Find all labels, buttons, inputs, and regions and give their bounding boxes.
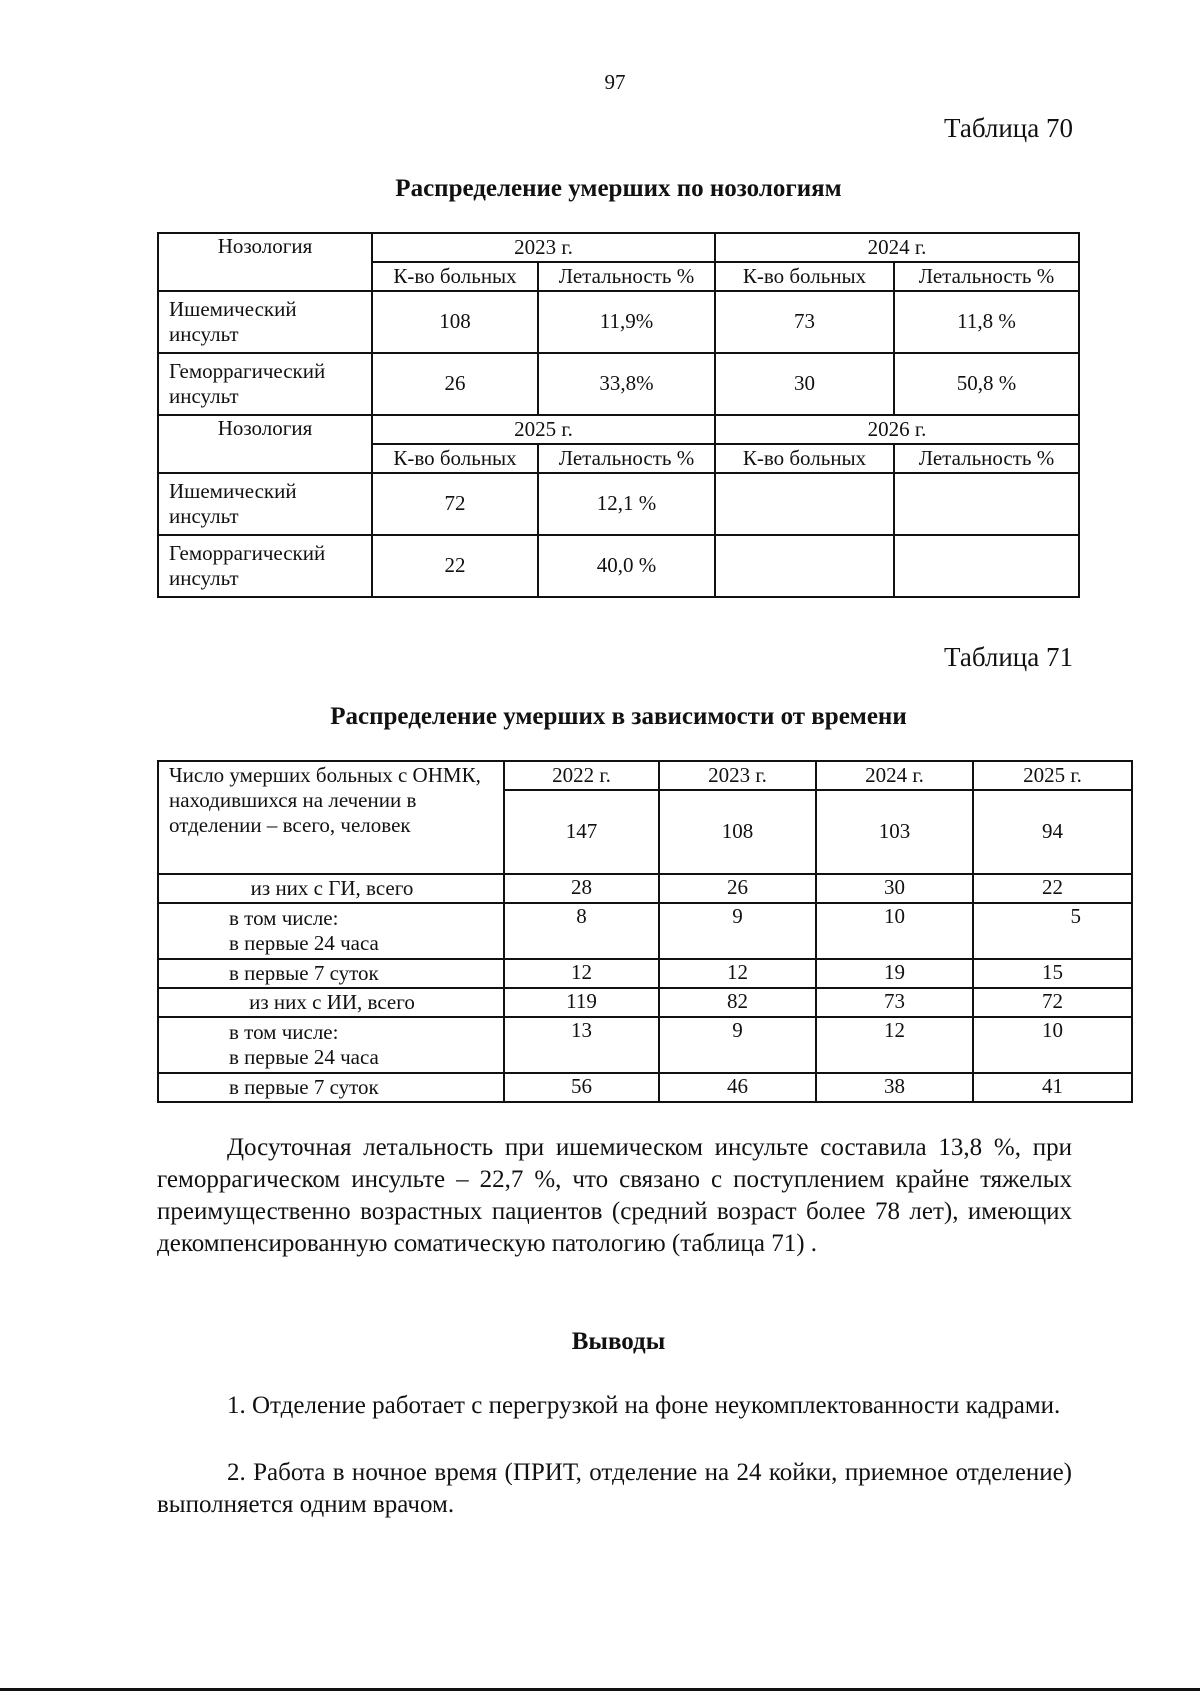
nozology-mortality-table <box>157 232 1080 598</box>
lethality-header: Летальность % <box>894 444 1079 473</box>
table-cell: 50,8 % <box>894 353 1079 415</box>
count-header: К-во больных <box>372 262 538 291</box>
year-header: 2024 г. <box>715 233 1079 262</box>
table-71-title: Распределение умерших в зависимости от времени <box>330 703 907 730</box>
conclusions-heading: Выводы <box>571 1328 666 1355</box>
table-cell: 12,1 % <box>538 473 715 535</box>
table-row <box>158 874 1132 903</box>
table-cell: 38 <box>816 1073 973 1102</box>
row-label: в первые 7 суток <box>158 959 504 988</box>
table-cell <box>715 535 894 597</box>
lethality-header: Летальность % <box>538 262 715 291</box>
bottom-rule <box>0 1688 1200 1691</box>
row-label-line: в первые 24 часа <box>229 931 379 955</box>
lethality-header: Летальность % <box>538 444 715 473</box>
page-number: 97 <box>604 70 626 94</box>
table-cell: 72 <box>973 988 1132 1017</box>
row-label-line: в том числе: <box>229 905 339 930</box>
table-cell: 12 <box>816 1017 973 1073</box>
count-header: К-во больных <box>372 444 538 473</box>
table-cell <box>715 473 894 535</box>
table-header-row <box>158 233 1079 262</box>
row-label: из них с ГИ, всего <box>158 874 504 903</box>
table-cell: 22 <box>372 535 538 597</box>
conclusion-item: 2. Работа в ночное время (ПРИТ, отделение на 24 койки, приемное отделение) выполняется одним врачом. <box>157 1459 1072 1518</box>
year-header: 2025 г. <box>372 415 715 444</box>
table-cell: 26 <box>372 353 538 415</box>
table-row <box>158 291 1079 353</box>
nozology-name: Геморрагический инсульт <box>158 353 372 415</box>
nozology-name: Ишемический инсульт <box>158 291 372 353</box>
table-cell: 41 <box>973 1073 1132 1102</box>
nozology-name: Геморрагический инсульт <box>158 535 372 597</box>
table-cell: 19 <box>816 959 973 988</box>
year-header: 2024 г. <box>816 761 973 790</box>
table-row <box>158 1073 1132 1102</box>
table-cell: 10 <box>816 903 973 959</box>
row-label-line: в том числе: <box>229 1019 339 1044</box>
table-cell: 72 <box>372 473 538 535</box>
mortality-by-time-table <box>157 760 1133 1103</box>
table-cell: 33,8% <box>538 353 715 415</box>
table-cell: 108 <box>659 790 816 874</box>
row-label <box>158 903 504 959</box>
table-cell: 5 <box>973 903 1132 959</box>
table-cell: 147 <box>504 790 659 874</box>
table-cell: 30 <box>715 353 894 415</box>
nozology-header: Нозология <box>158 415 372 473</box>
table-cell: 9 <box>659 903 816 959</box>
table-cell: 13 <box>504 1017 659 1073</box>
table-cell <box>894 473 1079 535</box>
table-header-row <box>158 761 1132 790</box>
table-cell: 82 <box>659 988 816 1017</box>
row-label: в первые 7 суток <box>158 1073 504 1102</box>
table-row <box>158 473 1079 535</box>
table-row <box>158 1017 1132 1073</box>
table-cell: 12 <box>504 959 659 988</box>
summary-paragraph: Досуточная летальность при ишемическом инсульте составила 13,8 %, при геморрагическом инсульте – 22,7 %, что связано с поступлением крайне тяжелых преимущественно возрастных пациентов (средний возраст более 78 лет), имеющих декомпенсированную соматическую патологию (таблица 71) . <box>157 1134 1072 1257</box>
lethality-header: Летальность % <box>894 262 1079 291</box>
table-row <box>158 959 1132 988</box>
table-cell: 94 <box>973 790 1132 874</box>
table-cell: 26 <box>659 874 816 903</box>
count-header: К-во больных <box>715 262 894 291</box>
table-cell: 56 <box>504 1073 659 1102</box>
row-label <box>158 1017 504 1073</box>
table-cell: 103 <box>816 790 973 874</box>
year-header: 2022 г. <box>504 761 659 790</box>
table-cell: 15 <box>973 959 1132 988</box>
table-cell: 28 <box>504 874 659 903</box>
nozology-header: Нозология <box>158 233 372 291</box>
table-cell: 73 <box>715 291 894 353</box>
count-header: К-во больных <box>715 444 894 473</box>
table-70-label: Таблица 70 <box>944 113 1073 143</box>
table-row <box>158 988 1132 1017</box>
year-header: 2023 г. <box>659 761 816 790</box>
conclusion-item: 1. Отделение работает с перегрузкой на фоне неукомплектованности кадрами. <box>227 1392 1061 1419</box>
table-row <box>158 903 1132 959</box>
table-cell: 22 <box>973 874 1132 903</box>
table-cell: 9 <box>659 1017 816 1073</box>
table-71-label: Таблица 71 <box>944 642 1073 672</box>
year-header: 2025 г. <box>973 761 1132 790</box>
table-cell: 12 <box>659 959 816 988</box>
table-cell <box>894 535 1079 597</box>
table-cell: 119 <box>504 988 659 1017</box>
table-cell: 46 <box>659 1073 816 1102</box>
row-label-line: в первые 24 часа <box>229 1045 379 1069</box>
table-cell: 11,8 % <box>894 291 1079 353</box>
year-header: 2026 г. <box>715 415 1079 444</box>
year-header: 2023 г. <box>372 233 715 262</box>
table-row <box>158 353 1079 415</box>
row-label: из них с ИИ, всего <box>158 988 504 1017</box>
table-cell: 40,0 % <box>538 535 715 597</box>
table-row <box>158 535 1079 597</box>
table-cell: 73 <box>816 988 973 1017</box>
table-cell: 30 <box>816 874 973 903</box>
row-header-total: Число умерших больных с ОНМК, находившихся на лечении в отделении – всего, человек <box>158 761 504 874</box>
nozology-name: Ишемический инсульт <box>158 473 372 535</box>
table-cell: 10 <box>973 1017 1132 1073</box>
table-header-row <box>158 415 1079 444</box>
table-cell: 8 <box>504 903 659 959</box>
table-cell: 11,9% <box>538 291 715 353</box>
table-70-title: Распределение умерших по нозологиям <box>395 175 842 202</box>
table-cell: 108 <box>372 291 538 353</box>
